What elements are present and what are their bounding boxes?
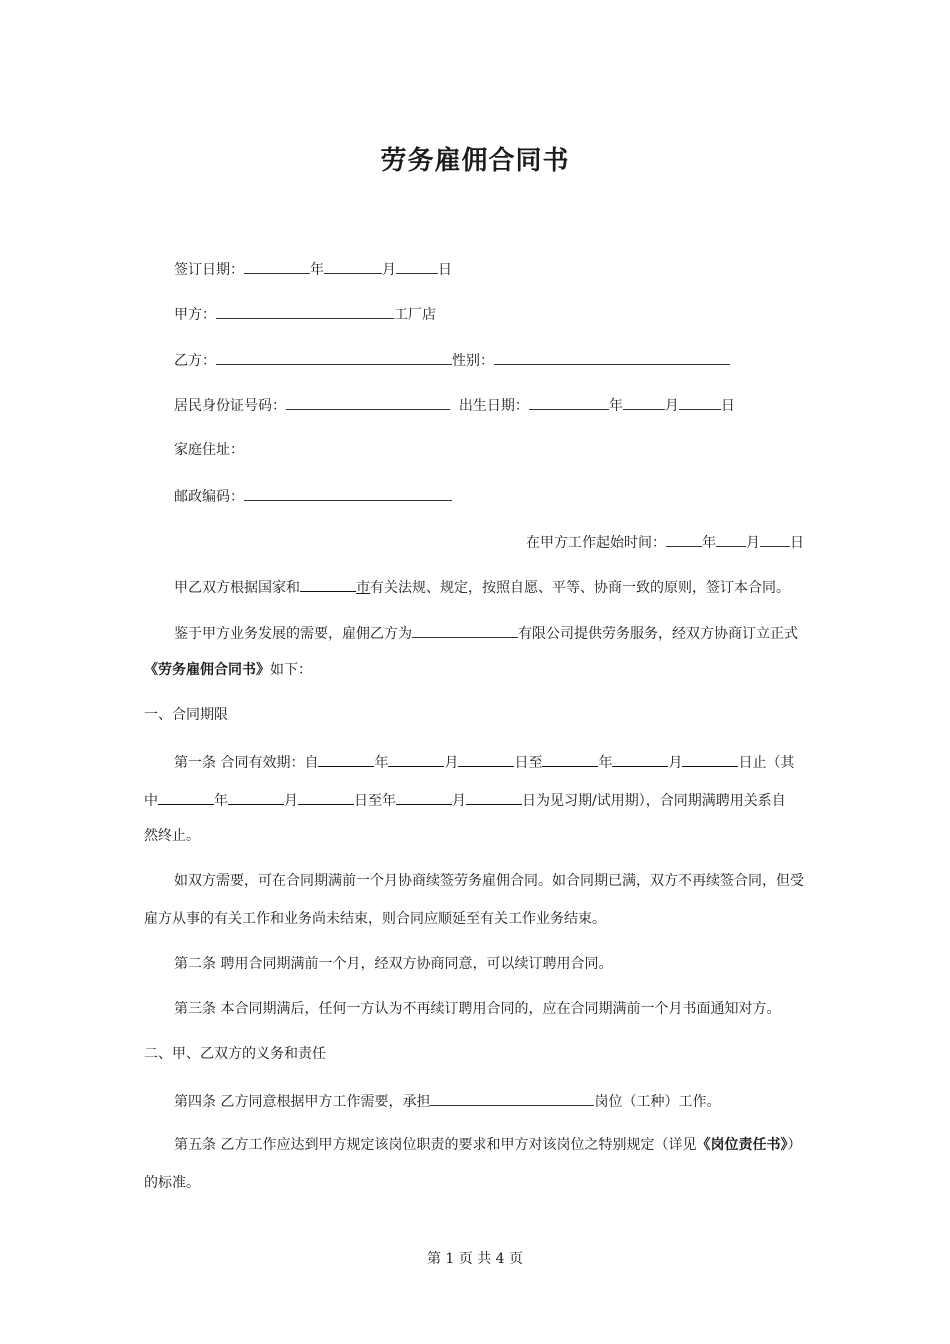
term-end-year-blank[interactable] (542, 751, 598, 767)
paragraph-3-line-2: 雇方从事的有关工作和业务尚未结束，则合同应顺延至有关工作业务结束。 (144, 911, 606, 927)
article-4: 第四条 乙方同意根据甲方工作需要，承担 岗位（工种）工作。 (174, 1090, 720, 1112)
party-a-line: 甲方： 工厂店 (174, 303, 436, 325)
term-end-month-blank[interactable] (612, 751, 668, 767)
trial-end-month-blank[interactable] (466, 789, 522, 805)
start-year-blank[interactable] (666, 531, 702, 547)
article-3: 第三条 本合同期满后，任何一方认为不再续订聘用合同的，应在合同期满前一个月书面通知对方。 (174, 1001, 781, 1017)
article-5-line-1: 第五条 乙方工作应达到甲方规定该岗位职责的要求和甲方对该岗位之特别规定（详见《岗位责任书》） (174, 1137, 802, 1153)
trial-end-year-blank[interactable] (396, 789, 452, 805)
term-start-day-blank[interactable] (458, 751, 514, 767)
term-end-day-blank[interactable] (682, 751, 738, 767)
article-2: 第二条 聘用合同期满前一个月，经双方协商同意，可以续订聘用合同。 (174, 956, 613, 972)
sign-month-blank[interactable] (324, 258, 382, 274)
sign-year-blank[interactable] (244, 258, 310, 274)
id-number-blank[interactable] (286, 394, 450, 410)
trial-start-month-blank[interactable] (228, 789, 284, 805)
section-2-heading: 二、甲、乙双方的义务和责任 (144, 1046, 326, 1062)
trial-start-year-blank[interactable] (158, 789, 214, 805)
document-title: 劳务雇佣合同书 (380, 146, 570, 176)
postcode-blank[interactable] (244, 485, 452, 501)
start-time-line: 在甲方工作起始时间： 年 月 日 (526, 531, 804, 553)
party-b-blank[interactable] (216, 349, 452, 365)
gender-blank[interactable] (494, 349, 730, 365)
birth-day-blank[interactable] (679, 394, 721, 410)
article-5-line-2: 的标准。 (144, 1175, 200, 1191)
start-day-blank[interactable] (760, 531, 790, 547)
birth-month-blank[interactable] (623, 394, 665, 410)
company-blank[interactable] (412, 622, 518, 638)
trial-start-day-blank[interactable] (298, 789, 354, 805)
page-number-footer: 第 1 页 共 4 页 (426, 1251, 524, 1267)
term-start-year-blank[interactable] (318, 751, 374, 767)
id-birth-line: 居民身份证号码： 出生日期： 年 月 日 (174, 394, 735, 416)
sign-date-line: 签订日期： 年 月 日 (174, 258, 452, 280)
paragraph-2-line-1: 鉴于甲方业务发展的需要，雇佣乙方为 有限公司提供劳务服务，经双方协商订立正式 (174, 622, 798, 644)
article-1-line-1: 第一条 合同有效期：自 年 月 日至 年 月 日止（其 (174, 751, 794, 773)
start-month-blank[interactable] (716, 531, 746, 547)
party-b-line: 乙方： 性别： (174, 349, 730, 371)
city-blank[interactable] (300, 576, 356, 592)
birth-year-blank[interactable] (529, 394, 609, 410)
section-1-heading: 一、合同期限 (144, 707, 228, 723)
postcode-line: 邮政编码： (174, 485, 452, 507)
address-line: 家庭住址： (174, 442, 244, 458)
paragraph-1: 甲乙双方根据国家和 市有关法规、规定，按照自愿、平等、协商一致的原则，签订本合同。 (174, 576, 790, 598)
sign-day-blank[interactable] (396, 258, 438, 274)
party-a-blank[interactable] (216, 303, 394, 319)
term-start-month-blank[interactable] (388, 751, 444, 767)
article-1-line-2: 中 年 月 日至年 月 日为见习期/试用期），合同期满聘用关系自 (144, 789, 786, 811)
paragraph-2-line-2: 《劳务雇佣合同书》如下： (144, 662, 312, 678)
article-1-line-3: 然终止。 (144, 828, 200, 844)
paragraph-3-line-1: 如双方需要，可在合同期满前一个月协商续签劳务雇佣合同。如合同期已满，双方不再续签合同，但受 (174, 873, 804, 889)
position-blank[interactable] (430, 1090, 594, 1106)
